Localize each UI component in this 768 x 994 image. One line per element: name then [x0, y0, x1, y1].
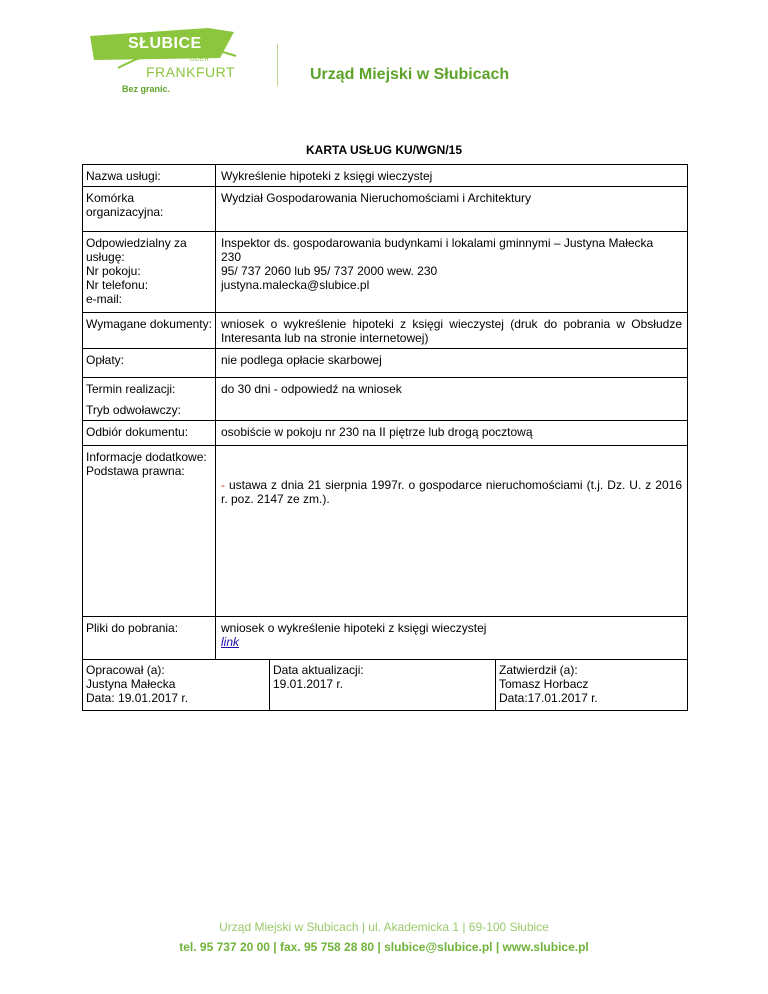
room-value: 230: [221, 250, 242, 264]
docs-label: Wymagane dokumenty:: [83, 313, 216, 348]
footer-address: Urząd Miejski w Słubicach | ul. Akademicka 1 | 69-100 Słubice: [219, 920, 549, 934]
download-link[interactable]: link: [221, 635, 240, 649]
row-files: [83, 616, 687, 659]
pickup-value: osobiście w pokoju nr 230 na II piętrze lub drogą pocztową: [221, 425, 533, 439]
prepared-date: Data: 19.01.2017 r.: [86, 691, 189, 705]
row-unit: [83, 186, 687, 231]
office-name: Urząd Miejski w Słubicach: [310, 66, 510, 83]
header-divider: [277, 44, 278, 86]
row-pickup: [83, 420, 687, 445]
document-title: KARTA USŁUG KU/WGN/15: [306, 143, 462, 157]
prepared-cell: [83, 660, 270, 710]
room-label: Nr pokoju:: [86, 264, 141, 278]
info-label: Informacje dodatkowe:: [86, 450, 207, 464]
logo-line2: ODER: [190, 57, 210, 63]
email-label: e-mail:: [86, 292, 123, 306]
phone-value: 95/ 737 2060 lub 95/ 737 2000 wew. 230: [221, 264, 438, 278]
approved-date: Data:17.01.2017 r.: [499, 691, 598, 705]
row-fees: [83, 348, 687, 377]
appeal-value: [216, 399, 687, 420]
logo-tagline: Bez granic.: [122, 84, 171, 94]
files-value: wniosek o wykreślenie hipoteki z księgi wieczystej: [221, 621, 487, 635]
row-appeal: [83, 399, 687, 420]
docs-value: wniosek o wykreślenie hipoteki z księgi wieczystej (druk do pobrania w Obsłudze Interesanta lub na stronie internetowej): [221, 317, 682, 345]
phone-label: Nr telefonu:: [86, 278, 149, 292]
legal-value-cell: [216, 446, 687, 616]
term-label: Termin realizacji:: [83, 378, 216, 399]
row-term: [83, 377, 687, 399]
info-legal-labels: [83, 446, 216, 616]
unit-value: Wydział Gospodarowania Nieruchomościami i Architektury: [221, 191, 532, 205]
updated-date: 19.01.2017 r.: [273, 677, 344, 691]
row-responsible: [83, 231, 687, 312]
fees-value: nie podlega opłacie skarbowej: [221, 353, 382, 367]
service-value: Wykreślenie hipoteki z księgi wieczystej: [221, 169, 433, 183]
responsible-labels: [83, 232, 216, 312]
prepared-label: Opracował (a):: [86, 663, 165, 677]
service-card-table: [82, 164, 688, 711]
resp-value: Inspektor ds. gospodarowania budynkami i lokalami gminnymi – Justyna Małecka: [221, 236, 654, 250]
files-label: Pliki do pobrania:: [83, 617, 216, 659]
pickup-label: Odbiór dokumentu:: [83, 421, 216, 445]
responsible-values: [216, 232, 687, 312]
term-value: do 30 dni - odpowiedź na wniosek: [221, 382, 402, 396]
row-service: [83, 165, 687, 186]
logo-line3: FRANKFURT: [146, 64, 236, 80]
files-value-cell: [216, 617, 687, 659]
row-documents: [83, 312, 687, 348]
logo-line1: SŁUBICE: [128, 35, 202, 52]
row-info-legal: [83, 445, 687, 616]
approved-label: Zatwierdził (a):: [499, 663, 578, 677]
service-label: Nazwa usługi:: [83, 165, 216, 186]
slubice-logo: [88, 26, 258, 96]
approval-row: [83, 659, 687, 710]
legal-label: Podstawa prawna:: [86, 464, 185, 478]
legal-value: ustawa z dnia 21 sierpnia 1997r. o gospodarce nieruchomościami (t.j. Dz. U. z 2016 r. poz. 2147 ze zm.).: [221, 478, 682, 506]
appeal-label: Tryb odwoławczy:: [83, 399, 216, 420]
email-value: justyna.malecka@slubice.pl: [221, 278, 370, 292]
legal-dash: -: [221, 478, 225, 492]
approved-cell: [496, 660, 687, 710]
footer-contact: tel. 95 737 20 00 | fax. 95 758 28 80 | slubice@slubice.pl | www.slubice.pl: [179, 940, 589, 954]
resp-label: Odpowiedzialny za usługę:: [86, 236, 187, 264]
prepared-name: Justyna Małecka: [86, 677, 176, 691]
approved-name: Tomasz Horbacz: [499, 677, 589, 691]
updated-label: Data aktualizacji:: [273, 663, 364, 677]
unit-label: Komórka organizacyjna:: [83, 187, 216, 231]
fees-label: Opłaty:: [83, 349, 216, 377]
updated-cell: [270, 660, 496, 710]
